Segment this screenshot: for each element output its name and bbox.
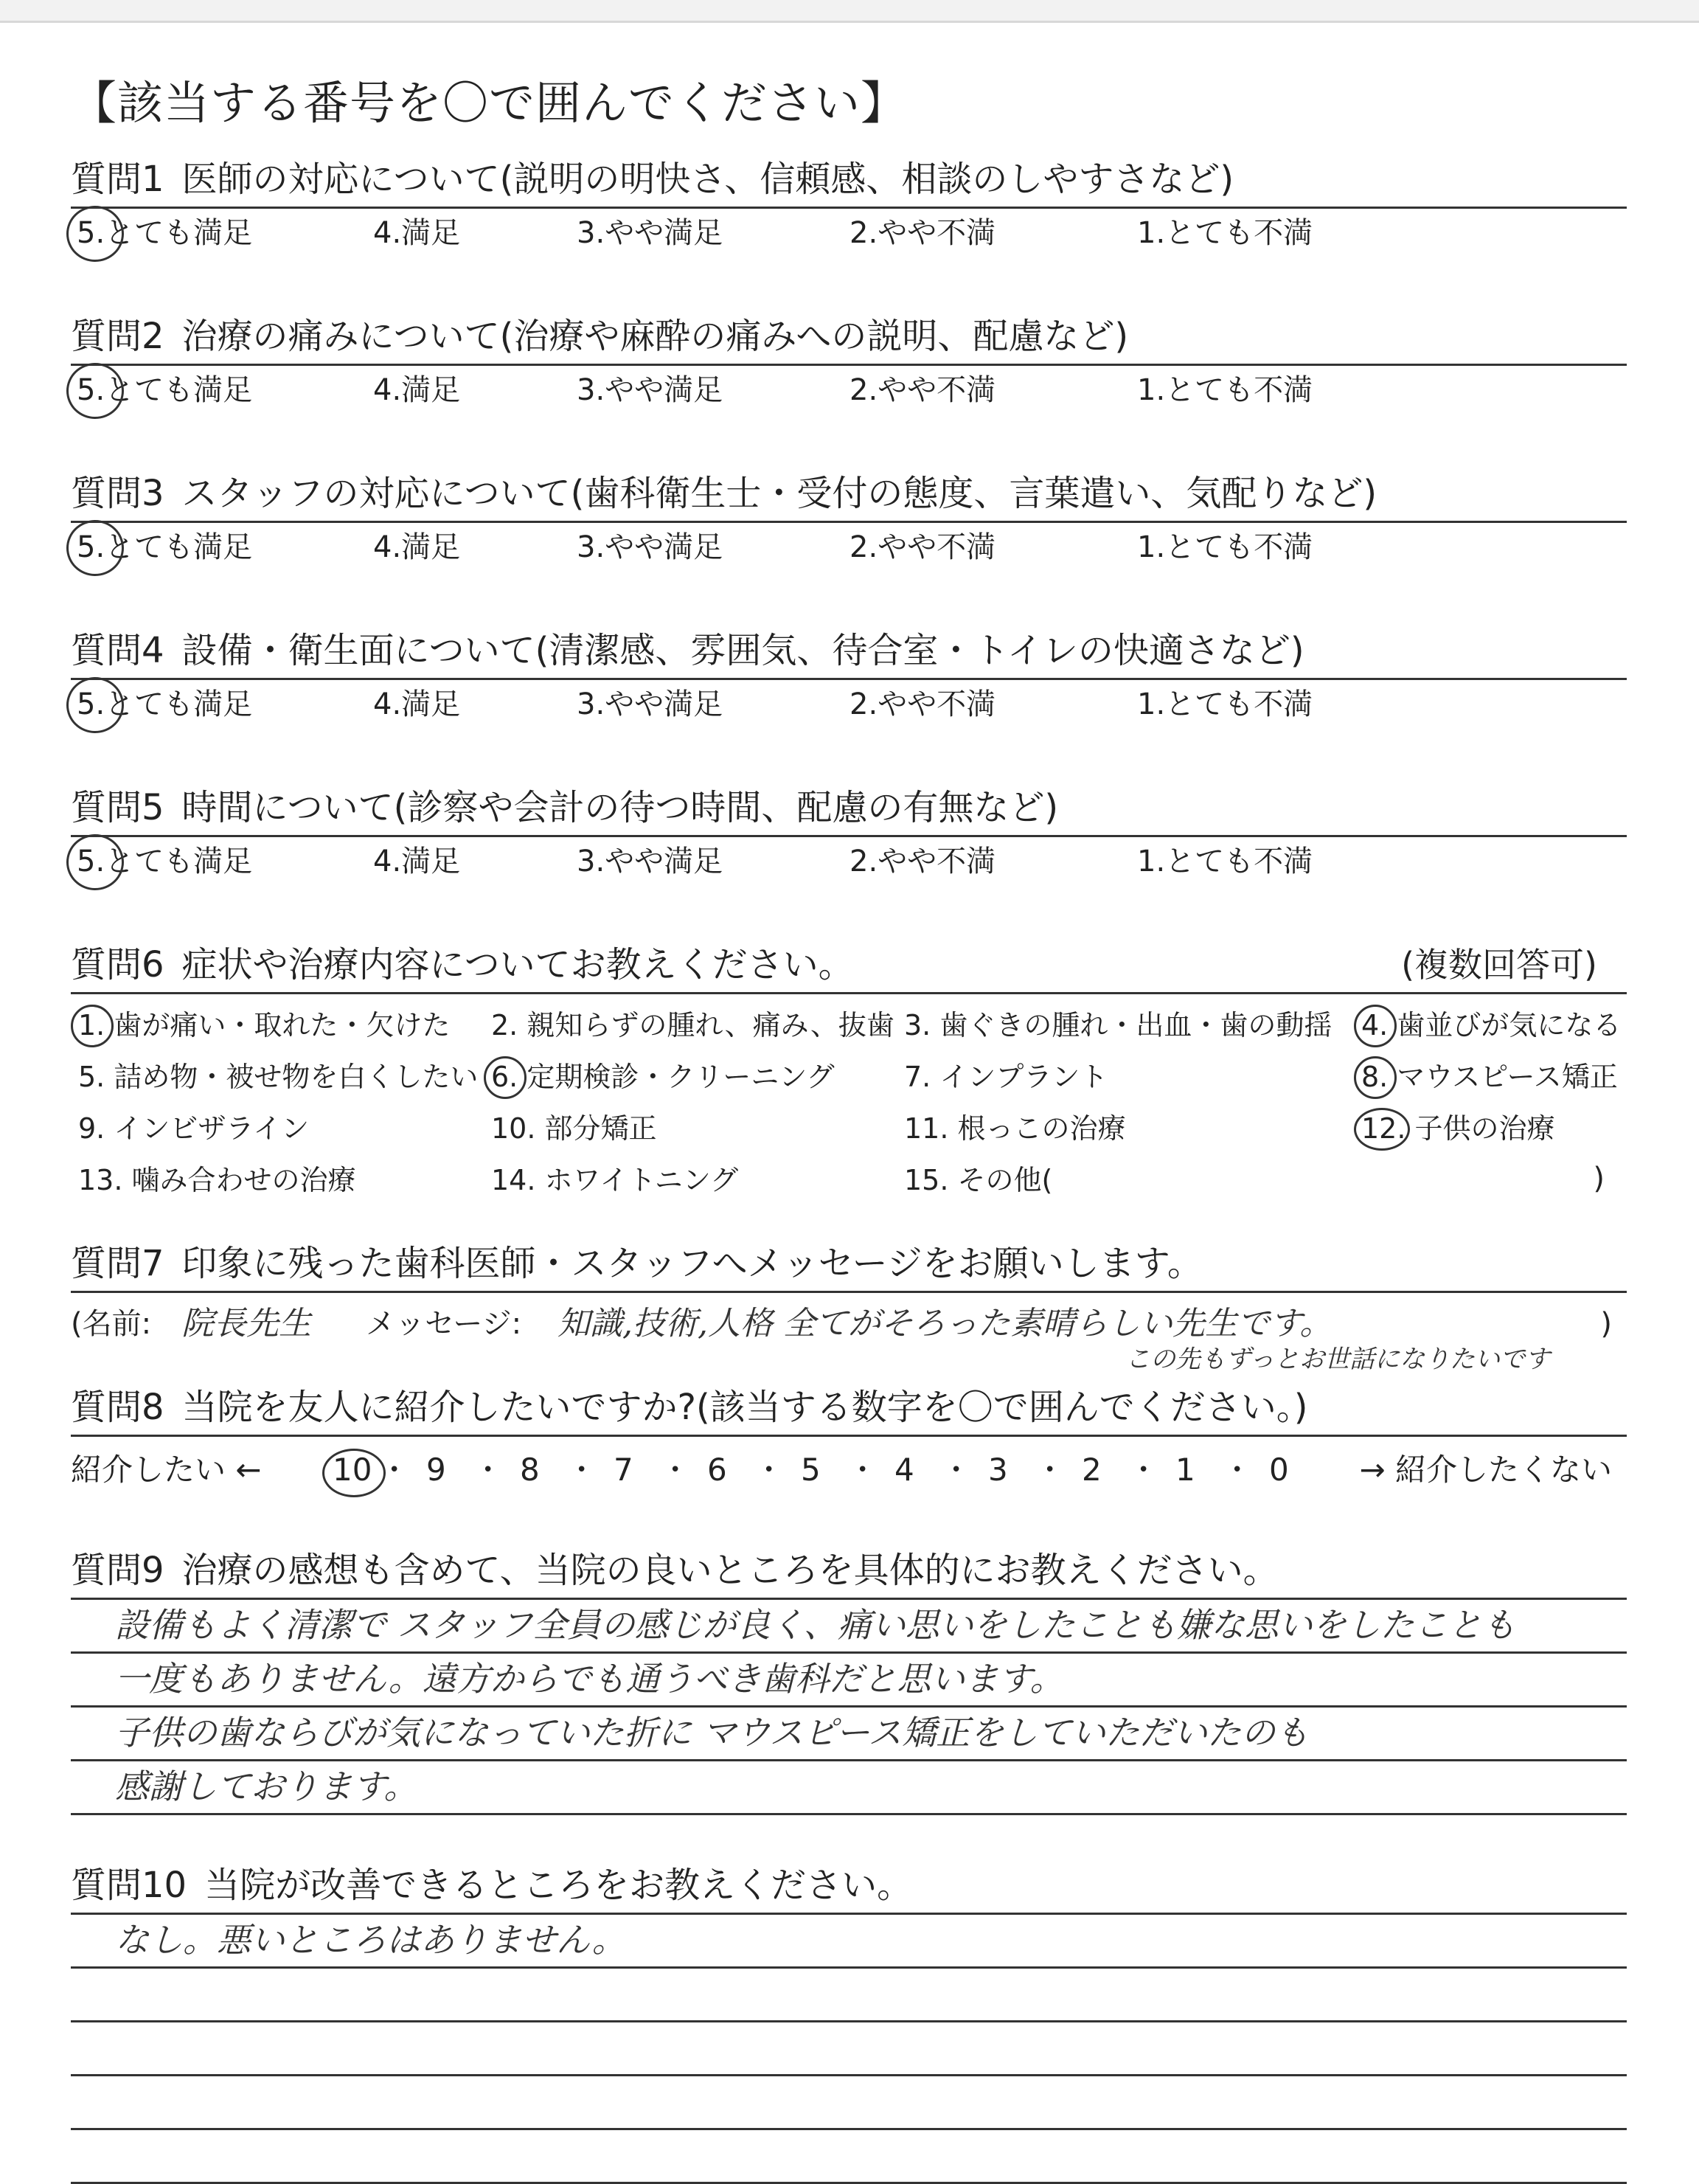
scale-number[interactable]: 5: [801, 1452, 821, 1488]
question-number: 質問9: [71, 1550, 164, 1591]
rating-option[interactable]: 2.やや不満: [850, 687, 996, 721]
rating-option[interactable]: 3.やや満足: [577, 216, 723, 250]
rating-option[interactable]: 4.満足: [373, 845, 461, 878]
question-number: 質問4: [71, 630, 164, 671]
rating-option[interactable]: 1.とても不満: [1137, 216, 1313, 250]
rating-option[interactable]: 4.満足: [373, 373, 461, 407]
scale-number[interactable]: 7: [614, 1452, 633, 1488]
improvement-answer: [71, 1915, 1627, 2184]
treatment-option[interactable]: 10. 部分矯正: [491, 1112, 657, 1145]
question-7-title: [71, 1238, 1627, 1293]
survey-form: [71, 66, 1627, 2184]
scale-number[interactable]: 10: [333, 1437, 372, 1503]
rating-options: [71, 209, 1627, 257]
question-text: 当院が改善できるところをお教えください。: [204, 1865, 913, 1906]
scale-number[interactable]: 9: [426, 1452, 446, 1488]
question-7: [71, 1238, 1627, 1382]
question-text: 当院を友人に紹介したいですか?(該当する数字を〇で囲んでください。): [181, 1387, 1308, 1428]
handwritten-text: 一度もありません。遠方からでも通うべき歯科だと思います。: [115, 1659, 1064, 1699]
scan-top-line: [0, 21, 1699, 23]
scale-number[interactable]: 6: [707, 1452, 727, 1488]
scale-separator: •: [857, 1459, 869, 1481]
rating-option[interactable]: 2.やや不満: [850, 530, 996, 564]
rating-option[interactable]: 5.とても満足: [77, 209, 252, 257]
rating-option[interactable]: 4.満足: [373, 216, 461, 250]
question-text: 印象に残った歯科医師・スタッフへメッセージをお願いします。: [181, 1243, 1203, 1284]
other-close-paren: ): [1593, 1162, 1605, 1196]
question-text: 時間について(診察や会計の待つ時間、配慮の有無など): [181, 787, 1059, 828]
answer-line: [71, 1761, 1627, 1815]
answer-line: [71, 2130, 1627, 2184]
message-value: 知識,技術,人格 全てがそろった素晴らしい先生です。: [557, 1305, 1333, 1342]
answer-line: [71, 1708, 1627, 1761]
name-label: (名前:: [71, 1307, 152, 1341]
treatment-option[interactable]: 12. 子供の治療: [1361, 1108, 1555, 1149]
scale-right-label: → 紹介したくない: [1359, 1452, 1612, 1488]
question-number: 質問6: [71, 944, 164, 985]
rating-option[interactable]: 3.やや満足: [577, 845, 723, 878]
rating-option[interactable]: 3.やや満足: [577, 530, 723, 564]
treatment-option[interactable]: 15. その他(: [904, 1164, 1053, 1196]
question-number: 質問10: [71, 1865, 187, 1906]
multiple-answer-note: (複数回答可): [1401, 945, 1597, 985]
question-5-title: [71, 782, 1627, 837]
scale-separator: •: [1044, 1459, 1056, 1481]
question-number: 質問7: [71, 1243, 164, 1284]
recommend-scale: [71, 1437, 1627, 1503]
treatment-option[interactable]: 2. 親知らずの腫れ、痛み、抜歯: [491, 1009, 894, 1041]
scan-top-band: [0, 0, 1699, 22]
treatment-option[interactable]: 7. インプラント: [904, 1061, 1108, 1093]
question-9-title: [71, 1545, 1627, 1600]
rating-option[interactable]: 1.とても不満: [1137, 845, 1313, 878]
message-label: メッセージ:: [366, 1307, 522, 1341]
scale-separator: •: [951, 1459, 962, 1481]
treatment-option[interactable]: 6. 定期検診・クリーニング: [491, 1056, 835, 1098]
answer-line: [71, 1969, 1627, 2022]
message-area: [71, 1293, 1627, 1382]
question-number: 質問5: [71, 787, 164, 828]
scale-number[interactable]: 1: [1175, 1452, 1195, 1488]
rating-option[interactable]: 3.やや満足: [577, 373, 723, 407]
scale-separator: •: [763, 1459, 775, 1481]
rating-option[interactable]: 4.満足: [373, 687, 461, 721]
rating-option[interactable]: 1.とても不満: [1137, 530, 1313, 564]
rating-option[interactable]: 5.とても満足: [77, 680, 252, 729]
question-10: [71, 1859, 1627, 2184]
rating-option[interactable]: 5.とても満足: [77, 837, 252, 886]
rating-option[interactable]: 1.とても不満: [1137, 687, 1313, 721]
rating-option[interactable]: 2.やや不満: [850, 845, 996, 878]
treatment-option[interactable]: 4. 歯並びが気になる: [1361, 1005, 1621, 1046]
question-8: [71, 1382, 1627, 1503]
question-2: [71, 311, 1627, 468]
scale-separator: •: [576, 1459, 588, 1481]
answer-line: [71, 1654, 1627, 1708]
question-number: 質問8: [71, 1387, 164, 1428]
question-9: [71, 1545, 1627, 1815]
question-text: 症状や治療内容についてお教えください。: [181, 944, 854, 985]
scale-separator: •: [1231, 1459, 1243, 1481]
handwritten-text: 感謝しております。: [115, 1767, 418, 1806]
scale-separator: •: [482, 1459, 494, 1481]
message-value-line2: この先もずっとお世話になりたいです: [1125, 1345, 1550, 1374]
question-number: 質問3: [71, 473, 164, 514]
rating-option[interactable]: 5.とても満足: [77, 523, 252, 572]
treatment-option[interactable]: 5. 詰め物・被せ物を白くしたい: [78, 1061, 479, 1093]
message-close-paren: ): [1600, 1307, 1612, 1341]
scale-left-label: 紹介したい ←: [71, 1452, 262, 1488]
treatment-option[interactable]: 14. ホワイトニング: [491, 1164, 739, 1196]
good-points-answer: [71, 1600, 1627, 1815]
question-10-title: [71, 1859, 1627, 1915]
question-text: 治療の感想も含めて、当院の良いところを具体的にお教えください。: [181, 1550, 1279, 1591]
scale-number[interactable]: 4: [894, 1452, 914, 1488]
rating-options: [71, 837, 1627, 886]
question-1-title: [71, 153, 1627, 209]
question-6-options: [71, 994, 1627, 1213]
question-4-title: [71, 625, 1627, 680]
treatment-option[interactable]: 11. 根っこの治療: [904, 1112, 1126, 1145]
question-3-title: [71, 468, 1627, 523]
treatment-option[interactable]: 8. マウスピース矯正: [1361, 1056, 1618, 1098]
question-number: 質問1: [71, 159, 164, 200]
scale-number[interactable]: 3: [988, 1452, 1008, 1488]
answer-line: [71, 2076, 1627, 2130]
rating-options: [71, 366, 1627, 415]
rating-questions: [71, 153, 1627, 939]
handwritten-text: 設備もよく清潔で スタッフ全員の感じが良く、痛い思いをしたことも嫌な思いをしたことも: [115, 1605, 1516, 1645]
question-2-title: [71, 311, 1627, 366]
question-text: スタッフの対応について(歯科衛生士・受付の態度、言葉遣い、気配りなど): [181, 473, 1377, 514]
treatment-option[interactable]: 13. 噛み合わせの治療: [78, 1164, 356, 1196]
scale-separator: •: [389, 1459, 400, 1481]
question-5: [71, 782, 1627, 939]
treatment-option[interactable]: 1. 歯が痛い・取れた・欠けた: [78, 1005, 450, 1046]
name-value: 院長先生: [181, 1305, 311, 1342]
answer-line: [71, 1600, 1627, 1654]
handwritten-text: なし。悪いところはありません。: [115, 1920, 626, 1960]
question-4: [71, 625, 1627, 782]
scale-separator: •: [670, 1459, 681, 1481]
scale-separator: •: [1138, 1459, 1150, 1481]
question-text: 医師の対応について(説明の明快さ、信頼感、相談のしやすさなど): [181, 159, 1234, 200]
question-text: 設備・衛生面について(清潔感、雰囲気、待合室・トイレの快適さなど): [181, 630, 1304, 671]
treatment-option[interactable]: 3. 歯ぐきの腫れ・出血・歯の動揺: [904, 1009, 1333, 1041]
rating-option[interactable]: 4.満足: [373, 530, 461, 564]
rating-options: [71, 680, 1627, 729]
scale-number[interactable]: 2: [1082, 1452, 1102, 1488]
question-number: 質問2: [71, 316, 164, 357]
rating-option[interactable]: 2.やや不満: [850, 373, 996, 407]
rating-option[interactable]: 1.とても不満: [1137, 373, 1313, 407]
answer-line: [71, 1915, 1627, 1969]
rating-option[interactable]: 2.やや不満: [850, 216, 996, 250]
question-text: 治療の痛みについて(治療や麻酔の痛みへの説明、配慮など): [181, 316, 1129, 357]
treatment-option[interactable]: 9. インビザライン: [78, 1112, 310, 1145]
rating-option[interactable]: 3.やや満足: [577, 687, 723, 721]
question-6: [71, 939, 1627, 1213]
handwritten-text: 子供の歯ならびが気になっていた折に マウスピース矯正をしていただいたのも: [115, 1713, 1310, 1753]
scale-number[interactable]: 0: [1269, 1452, 1289, 1488]
rating-option[interactable]: 5.とても満足: [77, 366, 252, 415]
form-header: 【該当する番号を〇で囲んでください】: [71, 76, 908, 130]
question-3: [71, 468, 1627, 625]
question-1: [71, 153, 1627, 311]
question-8-title: [71, 1382, 1627, 1437]
answer-line: [71, 2022, 1627, 2076]
rating-options: [71, 523, 1627, 572]
scale-number[interactable]: 8: [520, 1452, 540, 1488]
question-6-title: [71, 939, 1627, 994]
